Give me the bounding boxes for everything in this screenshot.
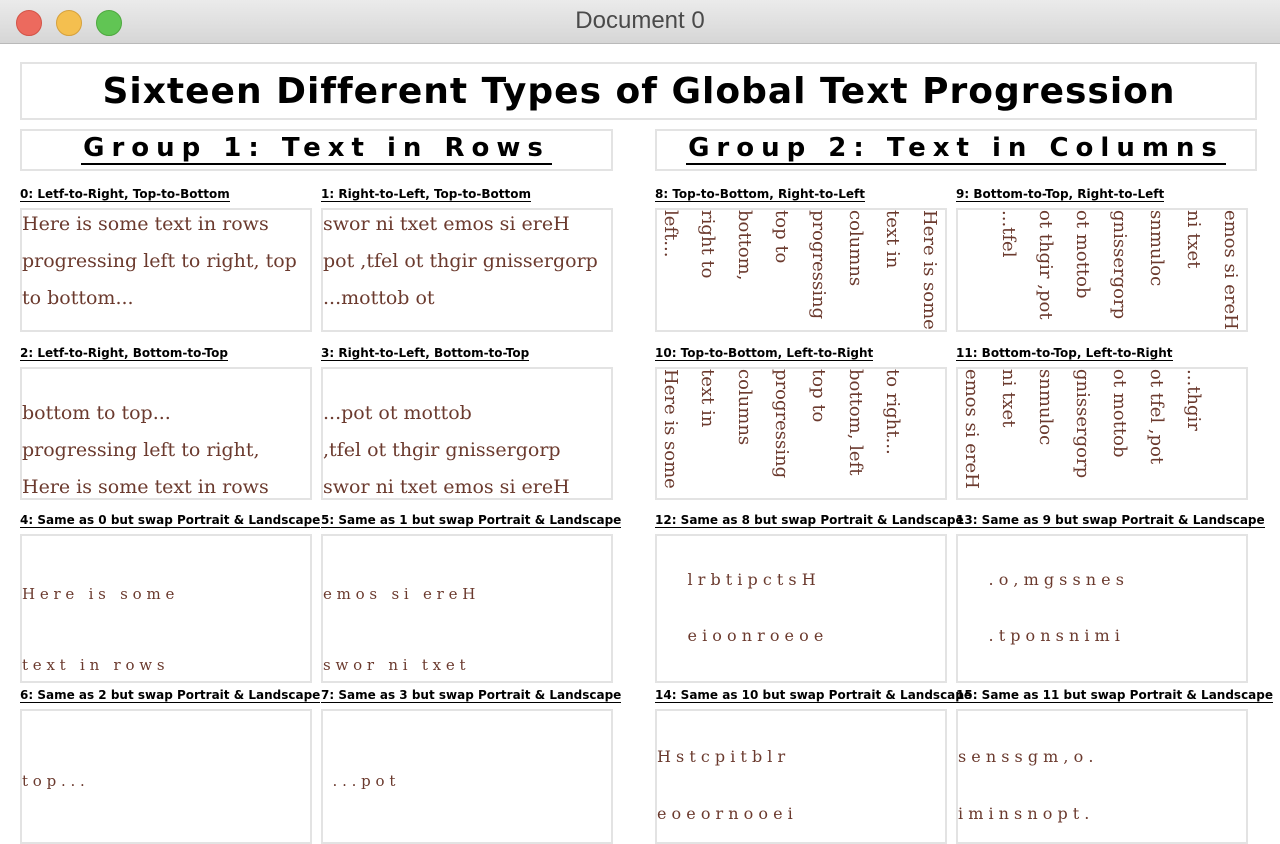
- panel-4: [20, 534, 312, 683]
- panel-2: [20, 367, 312, 500]
- panel-13-text: [958, 534, 1124, 683]
- panel-6-line: t o p . . .: [22, 772, 85, 790]
- page-title: Sixteen Different Types of Global Text Progression: [102, 70, 1176, 112]
- panel-8-col: columns: [845, 210, 866, 287]
- panel-9-col: ot thgir ,pot: [1035, 210, 1056, 320]
- panel-2-line: progressing left to right,: [22, 439, 260, 461]
- panel-9-col: snmuloc: [1146, 210, 1167, 287]
- panel-0-line: Here is some text in rows: [22, 213, 269, 235]
- panel-9-col: gnissergorp: [1109, 210, 1130, 320]
- panel-12-line: [657, 682, 823, 683]
- panel-label-13: 13: Same as 9 but swap Portrait & Landscape: [956, 513, 1265, 527]
- panel-13: [956, 534, 1248, 683]
- panel-10-col: to right...: [882, 369, 903, 455]
- panel-1-line: swor ni txet emos si ereH: [323, 213, 570, 235]
- panel-15: [956, 709, 1248, 844]
- panel-15-text: [958, 709, 1093, 844]
- panel-8-col: progressing: [808, 210, 829, 320]
- panel-11-col: emos si ereH: [961, 369, 982, 489]
- panel-4-line: t e x t i n r o w s: [22, 655, 165, 674]
- panel-label-5: 5: Same as 1 but swap Portrait & Landscape: [321, 513, 622, 527]
- panel-0: [20, 208, 312, 332]
- panel-label-3: 3: Right-to-Left, Bottom-to-Top: [321, 346, 530, 360]
- panel-15-line: s e n s s g m , o .: [958, 747, 1094, 766]
- group1-title-text: Group 1: Text in Rows: [83, 133, 550, 163]
- group2-title: [655, 129, 1257, 169]
- panel-8-col: top to: [771, 210, 792, 264]
- panel-11-col: gnissergorp: [1072, 369, 1093, 479]
- panel-12-text: [657, 534, 823, 683]
- window-title: Document 0: [575, 7, 705, 34]
- panel-10-col: Here is some: [660, 369, 681, 489]
- panel-label-7: 7: Same as 3 but swap Portrait & Landscape: [321, 688, 622, 702]
- group2-title-text: Group 2: Text in Columns: [688, 133, 1224, 163]
- panel-13-line: . o , m g s s n e s: [958, 570, 1124, 589]
- panel-11-col: snmuloc: [1035, 369, 1056, 446]
- panel-11-col: ot tfel ,pot: [1146, 369, 1167, 465]
- panel-5: [321, 534, 613, 683]
- panel-8-col: left...: [660, 210, 681, 258]
- panel-13-line: . t p o n s n i m i: [958, 625, 1120, 645]
- panel-10-col: top to: [808, 369, 829, 423]
- panel-14-text: [657, 709, 793, 844]
- panel-12-line: e i o o n r o e o e: [657, 625, 824, 645]
- panel-1-line: pot ,tfel ot thgir gnissergorp: [323, 250, 598, 272]
- panel-label-14: 14: Same as 10 but swap Portrait & Landscape: [655, 688, 973, 702]
- panel-10-col: bottom, left: [845, 369, 866, 476]
- panel-5-line: e m o s s i e r e H: [323, 585, 476, 603]
- panel-label-6: 6: Same as 2 but swap Portrait & Landscape: [20, 688, 321, 702]
- panel-12-line: l r b t i p c t s H: [657, 570, 816, 589]
- panel-label-1: 1: Right-to-Left, Top-to-Bottom: [321, 187, 531, 201]
- panel-8-col: text in: [882, 210, 903, 269]
- panel-3-line: ...pot ot mottob: [323, 402, 472, 424]
- panel-12: [655, 534, 947, 683]
- panel-2-line: Here is some text in rows: [22, 476, 269, 498]
- panel-8-col: Here is some: [919, 210, 940, 330]
- panel-11-col: ...thgir: [1183, 369, 1204, 431]
- panel-7-text: [323, 721, 477, 844]
- panel-label-11: 11: Bottom-to-Top, Left-to-Right: [956, 346, 1173, 360]
- panel-label-2: 2: Letf-to-Right, Bottom-to-Top: [20, 346, 228, 360]
- panel-9-col: ot mottob: [1072, 210, 1093, 299]
- panel-9: [956, 208, 1248, 332]
- panel-6-text: [22, 721, 166, 844]
- panel-label-12: 12: Same as 8 but swap Portrait & Landscape: [655, 513, 964, 527]
- panel-label-4: 4: Same as 0 but swap Portrait & Landscape: [20, 513, 321, 527]
- panel-5-line: s w o r n i t x e t: [323, 655, 466, 674]
- panel-3-line: swor ni txet emos si ereH: [323, 476, 570, 498]
- panel-8-col: bottom,: [734, 210, 755, 281]
- group1-title: [20, 129, 613, 169]
- panel-3-line: ,tfel ot thgir gnissergorp: [323, 439, 561, 461]
- panel-14: [655, 709, 947, 844]
- panel-6: [20, 709, 312, 844]
- panel-10-col: progressing: [771, 369, 792, 479]
- panel-1: [321, 208, 613, 332]
- panel-label-8: 8: Top-to-Bottom, Right-to-Left: [655, 187, 865, 201]
- panel-11-col: ni txet: [998, 369, 1019, 428]
- panel-0-line: progressing left to right, top: [22, 250, 297, 272]
- panel-8-col: right to: [697, 210, 718, 279]
- panel-10-col: columns: [734, 369, 755, 446]
- panel-9-col: ni txet: [1183, 210, 1204, 269]
- panel-1-line: ...mottob ot: [323, 287, 435, 309]
- panel-3: [321, 367, 613, 500]
- panel-label-15: 15: Same as 11 but swap Portrait & Landscape: [956, 688, 1274, 702]
- panel-15-line: i m i n s n o p t .: [958, 804, 1090, 823]
- window-titlebar: [0, 0, 1280, 44]
- panel-label-10: 10: Top-to-Bottom, Left-to-Right: [655, 346, 874, 360]
- panel-13-line: [958, 682, 1124, 683]
- panel-10-col: text in: [697, 369, 718, 428]
- panel-5-text: [323, 536, 477, 683]
- panel-14-line: H s t c p i t b l r: [657, 747, 786, 766]
- panel-label-9: 9: Bottom-to-Top, Right-to-Left: [956, 187, 1165, 201]
- panel-7: [321, 709, 613, 844]
- panel-8: [655, 208, 947, 332]
- panel-10: [655, 367, 947, 500]
- panel-7-line: . . . p o t: [323, 772, 396, 790]
- panel-2-line: bottom to top...: [22, 402, 171, 424]
- panel-11-col: ot mottob: [1109, 369, 1130, 458]
- panel-4-line: H e r e i s s o m e: [22, 585, 175, 603]
- panel-4-text: [22, 536, 176, 683]
- panel-11: [956, 367, 1248, 500]
- panel-label-0: 0: Letf-to-Right, Top-to-Bottom: [20, 187, 230, 201]
- panel-14-line: e o e o r n o o e i: [657, 804, 793, 823]
- panel-9-col: ...tfel: [998, 210, 1019, 258]
- panel-0-line: to bottom...: [22, 287, 134, 309]
- panel-9-col: emos si ereH: [1220, 210, 1241, 330]
